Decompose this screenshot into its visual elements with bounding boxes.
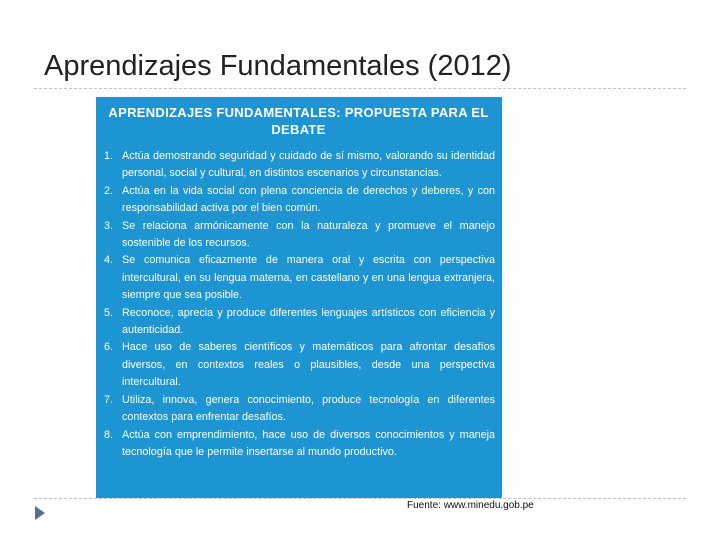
item-number: 8. xyxy=(104,428,114,441)
item-text: Utiliza, innova, genera conocimiento, produce tecnología en diferentes contextos para enfrentar desafíos. xyxy=(122,393,495,424)
footer-divider xyxy=(34,498,686,499)
item-number: 6. xyxy=(104,341,114,354)
item-text: Actúa en la vida social con plena conciencia de derechos y deberes, y con responsabilidad activa por el bien común. xyxy=(122,184,495,215)
slide-title: Aprendizajes Fundamentales (2012) xyxy=(44,50,512,82)
item-text: Se comunica eficazmente de manera oral y escrita con perspectiva intercultural, en su lengua materna, en castellano y en una lengua extranjera, siempre que sea posible. xyxy=(122,254,495,302)
item-number: 1. xyxy=(104,150,114,162)
item-text: Actúa con emprendimiento, hace uso de diversos conocimientos y maneja tecnología que le permite insertarse al mundo productivo. xyxy=(122,428,495,458)
list-item xyxy=(102,305,495,340)
list-item xyxy=(102,148,495,183)
item-number: 3. xyxy=(104,219,114,232)
list-item xyxy=(102,218,495,253)
item-number: 2. xyxy=(104,184,114,197)
item-number: 4. xyxy=(104,254,114,267)
content-image-panel xyxy=(96,97,502,498)
item-number: 7. xyxy=(104,393,114,406)
item-text: Reconoce, aprecia y produce diferentes lenguajes artísticos con eficiencia y autenticidad. xyxy=(122,306,495,337)
triangle-right-icon xyxy=(35,506,45,520)
list-item xyxy=(102,392,495,427)
item-text: Hace uso de saberes científicos y matemáticos para afrontar desafíos diversos, en contextos reales o plausibles, desde una perspectiva intercultural. xyxy=(122,341,495,389)
learning-list xyxy=(102,148,495,461)
title-divider xyxy=(34,88,686,89)
list-item xyxy=(102,252,495,304)
item-text: Actúa demostrando seguridad y cuidado de sí mismo, valorando su identidad personal, social y cultural, en distintos escenarios y circunstancias. xyxy=(122,150,495,180)
list-item xyxy=(102,427,495,462)
item-text: Se relaciona armónicamente con la naturaleza y promueve el manejo sostenible de los recursos. xyxy=(122,219,495,250)
list-item xyxy=(102,183,495,218)
list-item xyxy=(102,339,495,391)
panel-heading: APRENDIZAJES FUNDAMENTALES: PROPUESTA PARA EL DEBATE xyxy=(108,105,489,137)
item-number: 5. xyxy=(104,306,114,319)
source-caption: Fuente: www.minedu.gob.pe xyxy=(407,500,534,511)
